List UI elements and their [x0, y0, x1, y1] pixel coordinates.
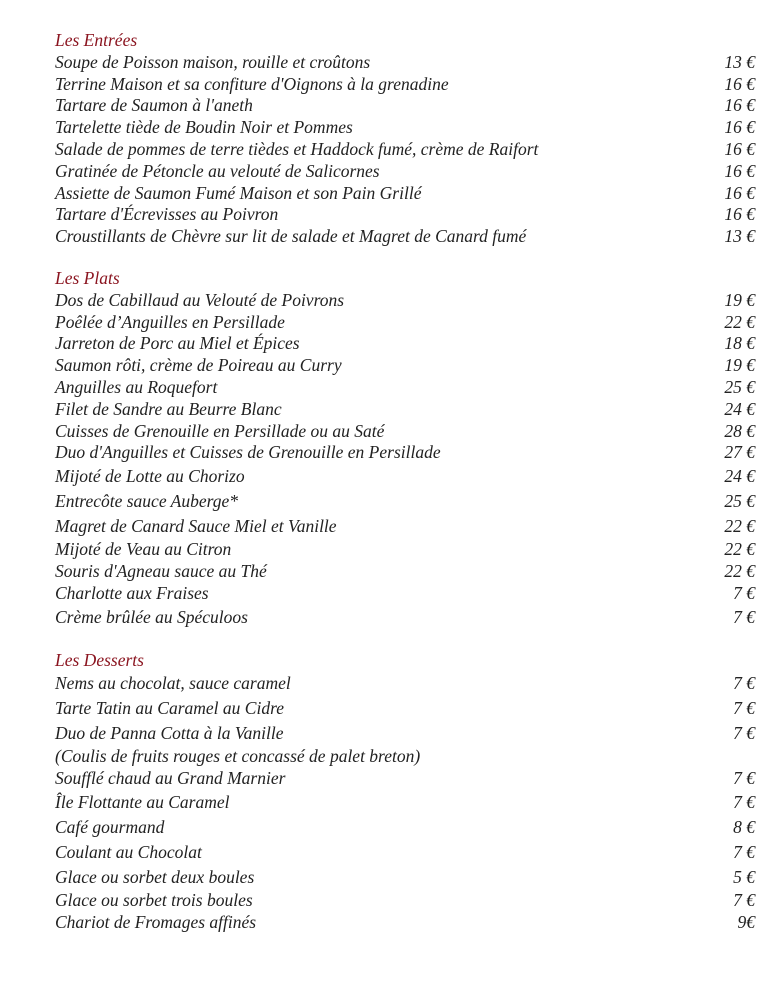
section-desserts	[55, 650, 755, 934]
menu-item	[55, 290, 755, 312]
item-name: Chariot de Fromages affinés	[55, 911, 257, 932]
item-name: Salade de pommes de terre tièdes et Haddock fumé, crème de Raifort	[55, 138, 539, 159]
item-price: 7 €	[733, 723, 755, 744]
item-name: Île Flottante au Caramel	[55, 791, 230, 812]
item-price: 7 €	[733, 698, 755, 719]
menu-item	[55, 95, 755, 117]
item-price: 25 €	[724, 376, 755, 397]
item-name: Charlotte aux Fraises	[55, 582, 209, 603]
item-name: Gratinée de Pétoncle au velouté de Salicornes	[55, 160, 380, 181]
item-name: Poêlée d’Anguilles en Persillade	[55, 311, 285, 332]
item-price: 22 €	[724, 539, 755, 560]
item-price: 24 €	[724, 466, 755, 487]
item-name: Crème brûlée au Spéculoos	[55, 606, 248, 627]
menu-item	[55, 514, 755, 539]
section-title: Les Desserts	[55, 649, 144, 670]
menu-item	[55, 539, 755, 561]
menu-item	[55, 790, 755, 815]
item-name: Assiette de Saumon Fumé Maison et son Pain Grillé	[55, 182, 422, 203]
menu-item	[55, 355, 755, 377]
item-price: 16 €	[724, 138, 755, 159]
section-plats	[55, 268, 755, 630]
item-price: 7 €	[733, 606, 755, 627]
menu-item	[55, 696, 755, 721]
menu-item	[55, 139, 755, 161]
menu-item	[55, 890, 755, 912]
item-name: Café gourmand	[55, 816, 165, 837]
item-price: 8 €	[733, 816, 755, 837]
menu-item	[55, 561, 755, 583]
menu-item	[55, 226, 755, 248]
item-name: Anguilles au Roquefort	[55, 376, 218, 397]
item-name: Mijoté de Veau au Citron	[55, 539, 232, 560]
item-price: 22 €	[724, 516, 755, 537]
section-entrees	[55, 30, 755, 248]
menu-item	[55, 721, 755, 746]
item-price: 19 €	[724, 289, 755, 310]
item-name: (Coulis de fruits rouges et concassé de palet breton)	[55, 746, 421, 767]
item-price: 22 €	[724, 560, 755, 581]
item-price: 24 €	[724, 398, 755, 419]
item-name: Croustillants de Chèvre sur lit de salade et Magret de Canard fumé	[55, 226, 527, 247]
item-price: 25 €	[724, 491, 755, 512]
menu-item	[55, 312, 755, 334]
item-name: Terrine Maison et sa confiture d'Oignons à la grenadine	[55, 73, 449, 94]
menu-item	[55, 840, 755, 865]
item-price: 13 €	[724, 226, 755, 247]
menu-item-note	[55, 746, 755, 768]
menu-item	[55, 489, 755, 514]
menu	[55, 30, 755, 954]
item-name: Glace ou sorbet deux boules	[55, 866, 255, 887]
item-name: Jarreton de Porc au Miel et Épices	[55, 333, 300, 354]
item-price: 7 €	[733, 582, 755, 603]
item-name: Entrecôte sauce Auberge*	[55, 491, 239, 512]
item-name: Tartelette tiède de Boudin Noir et Pommes	[55, 117, 353, 138]
section-title: Les Entrées	[55, 30, 138, 50]
menu-item	[55, 333, 755, 355]
item-name: Nems au chocolat, sauce caramel	[55, 673, 291, 694]
item-name: Duo d'Anguilles et Cuisses de Grenouille en Persillade	[55, 442, 441, 463]
item-price: 19 €	[724, 355, 755, 376]
item-price: 28 €	[724, 420, 755, 441]
menu-item	[55, 583, 755, 605]
menu-item	[55, 912, 755, 934]
item-price: 7 €	[733, 889, 755, 910]
menu-item	[55, 161, 755, 183]
item-price: 16 €	[724, 95, 755, 116]
item-name: Souris d'Agneau sauce au Thé	[55, 560, 267, 581]
menu-item	[55, 671, 755, 696]
item-price: 16 €	[724, 204, 755, 225]
item-name: Tartare d'Écrevisses au Poivron	[55, 204, 279, 225]
item-price: 16 €	[724, 73, 755, 94]
menu-item	[55, 74, 755, 96]
item-name: Magret de Canard Sauce Miel et Vanille	[55, 516, 337, 537]
item-name: Dos de Cabillaud au Velouté de Poivrons	[55, 289, 345, 310]
item-price: 13 €	[724, 51, 755, 72]
menu-item	[55, 399, 755, 421]
menu-item	[55, 204, 755, 226]
item-price: 16 €	[724, 117, 755, 138]
item-name: Soufflé chaud au Grand Marnier	[55, 768, 286, 789]
item-price: 7 €	[733, 841, 755, 862]
item-name: Saumon rôti, crème de Poireau au Curry	[55, 355, 342, 376]
menu-item	[55, 605, 755, 630]
item-name: Soupe de Poisson maison, rouille et croûtons	[55, 51, 371, 72]
item-price: 18 €	[724, 333, 755, 354]
item-price: 27 €	[724, 442, 755, 463]
menu-item	[55, 442, 755, 464]
item-name: Duo de Panna Cotta à la Vanille	[55, 723, 284, 744]
item-name: Filet de Sandre au Beurre Blanc	[55, 398, 282, 419]
menu-item	[55, 768, 755, 790]
menu-item	[55, 183, 755, 205]
item-price: 7 €	[733, 768, 755, 789]
item-name: Mijoté de Lotte au Chorizo	[55, 466, 245, 487]
menu-item	[55, 117, 755, 139]
item-name: Cuisses de Grenouille en Persillade ou au Saté	[55, 420, 385, 441]
section-title: Les Plats	[55, 267, 120, 288]
item-price: 5 €	[733, 866, 755, 887]
item-price: 16 €	[724, 160, 755, 181]
menu-item	[55, 815, 755, 840]
item-price: 9€	[737, 911, 755, 932]
menu-item	[55, 421, 755, 443]
menu-item	[55, 865, 755, 890]
item-price: 7 €	[733, 673, 755, 694]
item-price: 16 €	[724, 182, 755, 203]
item-name: Tartare de Saumon à l'aneth	[55, 95, 253, 116]
menu-item	[55, 52, 755, 74]
item-price: 22 €	[724, 311, 755, 332]
item-name: Tarte Tatin au Caramel au Cidre	[55, 698, 285, 719]
item-name: Glace ou sorbet trois boules	[55, 889, 253, 910]
menu-item	[55, 377, 755, 399]
item-price: 7 €	[733, 791, 755, 812]
menu-item	[55, 464, 755, 489]
item-name: Coulant au Chocolat	[55, 841, 202, 862]
